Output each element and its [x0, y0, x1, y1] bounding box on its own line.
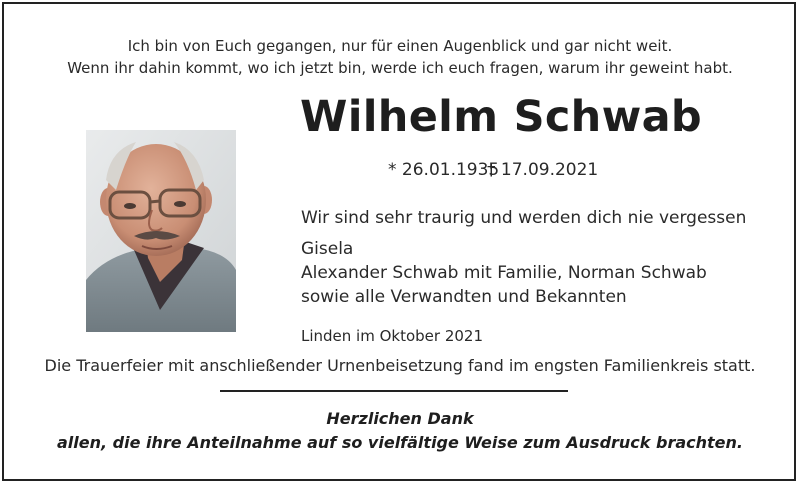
mourner-line: Gisela — [301, 239, 354, 259]
place-date: Linden im Oktober 2021 — [301, 327, 484, 345]
poem-line-1: Ich bin von Euch gegangen, nur für einen Augenblick und gar nicht weit. — [127, 37, 673, 55]
service-note: Die Trauerfeier mit anschließender Urnenbeisetzung fand im engsten Familienkreis statt. — [44, 356, 756, 375]
deceased-name: Wilhelm Schwab — [300, 92, 702, 142]
birth-date: * 26.01.1935 — [388, 160, 500, 180]
mourner-line: sowie alle Verwandten und Bekannten — [301, 287, 627, 307]
thanks-heading: Herzlichen Dank — [326, 409, 474, 428]
thanks-text: allen, die ihre Anteilnahme auf so vielfältige Weise zum Ausdruck brachten. — [57, 433, 743, 452]
poem-line-2: Wenn ihr dahin kommt, wo ich jetzt bin, werde ich euch fragen, warum ihr geweint habt. — [67, 59, 733, 77]
portrait-photo — [86, 130, 236, 332]
divider-line — [220, 390, 568, 392]
mourner-line: Alexander Schwab mit Familie, Norman Schwab — [301, 263, 707, 283]
death-date: † 17.09.2021 — [487, 160, 599, 180]
condolence-message: Wir sind sehr traurig und werden dich nie vergessen — [301, 208, 747, 228]
